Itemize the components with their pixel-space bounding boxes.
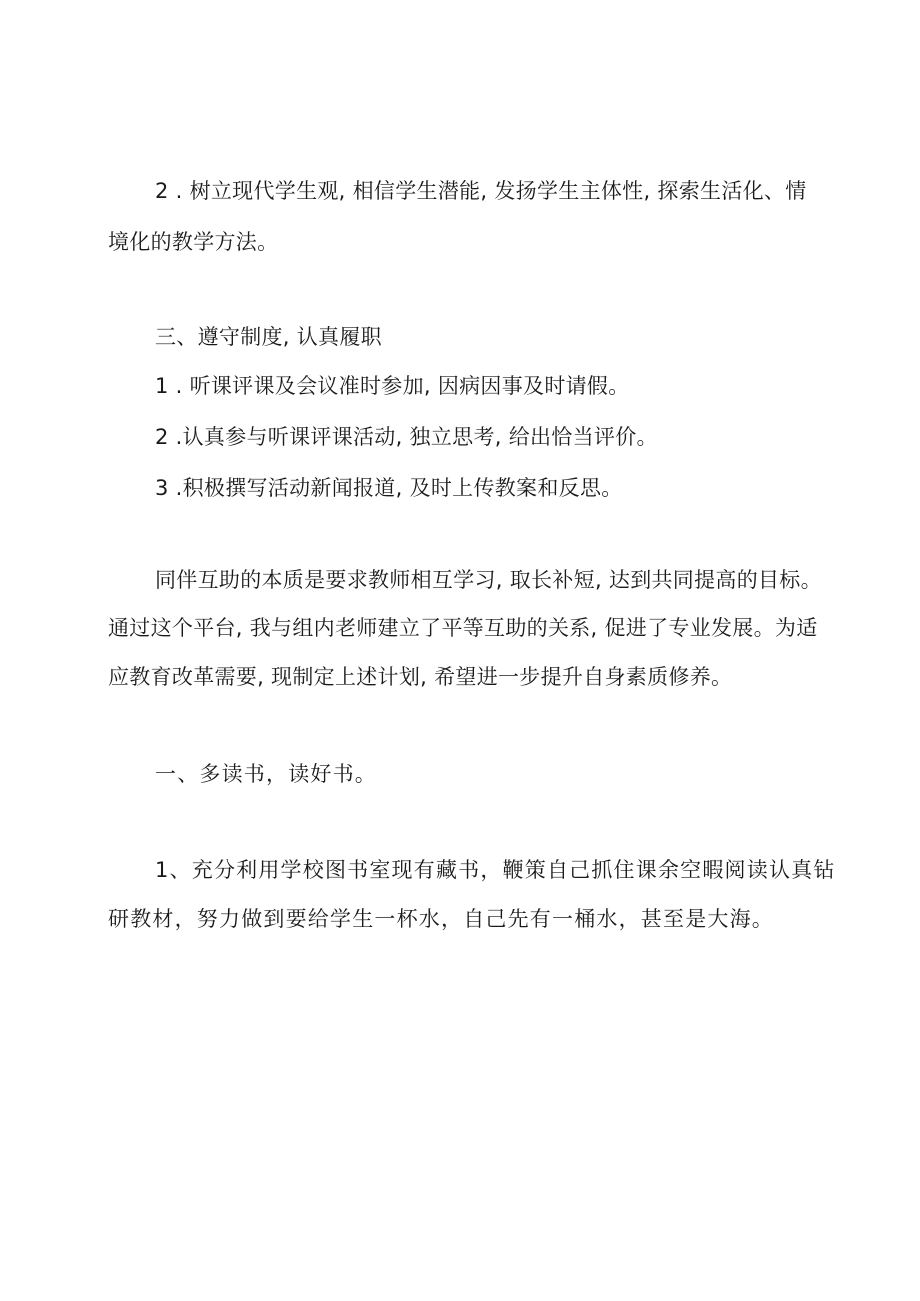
- paragraph-line-2: 通过这个平台, 我与组内老师建立了平等互助的关系, 促进了专业发展。为适: [108, 616, 818, 640]
- section-3-item-2: 2 .认真参与听课评课活动, 独立思考, 给出恰当评价。: [155, 425, 658, 449]
- item-2-line-1: 2 . 树立现代学生观, 相信学生潜能, 发扬学生主体性, 探索生活化、情: [155, 179, 807, 203]
- paragraph-line-1: 同伴互助的本质是要求教师相互学习, 取长补短, 达到共同提高的目标。: [155, 568, 822, 592]
- section-1-item-1-line-1: 1、充分利用学校图书室现有藏书，鞭策自己抓住课余空暇阅读认真钻: [155, 858, 836, 882]
- section-1-item-1-line-2: 研教材，努力做到要给学生一杯水，自己先有一桶水，甚至是大海。: [108, 907, 774, 931]
- paragraph-line-3: 应教育改革需要, 现制定上述计划, 希望进一步提升自身素质修养。: [108, 665, 733, 689]
- section-3-heading: 三、遵守制度, 认真履职: [155, 325, 382, 349]
- section-1-heading: 一、多读书，读好书。: [155, 762, 377, 786]
- section-3-item-3: 3 .积极撰写活动新闻报道, 及时上传教案和反思。: [155, 476, 623, 500]
- section-3-item-1: 1 . 听课评课及会议准时参加, 因病因事及时请假。: [155, 374, 630, 398]
- item-2-line-2: 境化的教学方法。: [108, 230, 279, 254]
